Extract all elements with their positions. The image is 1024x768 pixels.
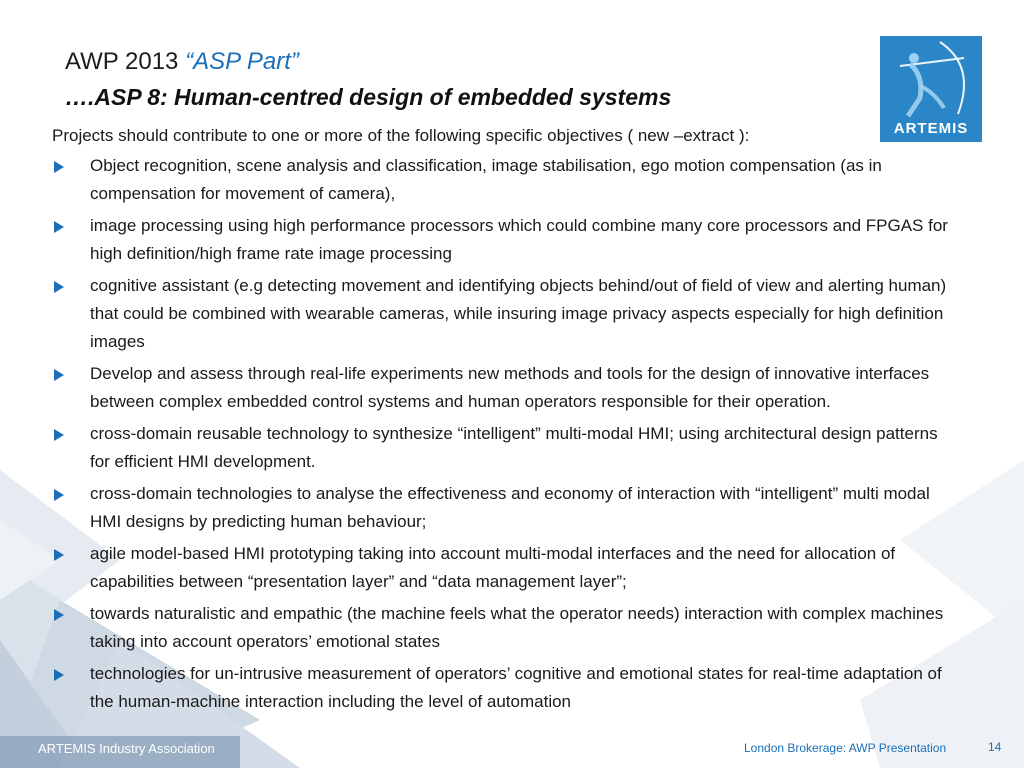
page-number: 14 <box>988 740 1002 754</box>
list-item-text: cognitive assistant (e.g detecting movement and identifying objects behind/out of field of view and alerting human) that could be combined with wearable cameras, while insuring image privacy aspects especially for high definition images <box>90 276 947 351</box>
slide-subtitle: ….ASP 8: Human-centred design of embedded systems <box>65 84 672 110</box>
list-item <box>52 360 952 416</box>
logo-text: ARTEMIS <box>893 120 969 137</box>
list-item-text: Develop and assess through real-life experiments new methods and tools for the design of innovative interfaces between complex embedded control systems and human operators responsible for their operation. <box>90 364 930 411</box>
slide-title-main: AWP 2013 <box>65 48 186 75</box>
list-item <box>52 420 952 476</box>
list-item <box>52 152 952 208</box>
list-item-text: image processing using high performance processors which could combine many core processors and FPGAS for high definition/high frame rate image processing <box>90 216 948 263</box>
triangle-bullet-icon <box>54 281 64 293</box>
triangle-bullet-icon <box>54 429 64 441</box>
list-item <box>52 480 952 536</box>
triangle-bullet-icon <box>54 609 64 621</box>
list-item <box>52 600 952 656</box>
list-item-text: cross-domain technologies to analyse the effectiveness and economy of interaction with “intelligent” multi modal HMI designs by predicting human behaviour; <box>90 484 930 531</box>
list-item-text: cross-domain reusable technology to synthesize “intelligent” multi-modal HMI; using architectural design patterns for efficient HMI development. <box>90 424 938 471</box>
list-item-text: agile model-based HMI prototyping taking into account multi-modal interfaces and the need for allocation of capabilities between “presentation layer” and “data management layer”; <box>90 544 896 591</box>
triangle-bullet-icon <box>54 549 64 561</box>
list-item <box>52 540 952 596</box>
triangle-bullet-icon <box>54 221 64 233</box>
slide-title <box>65 48 299 76</box>
triangle-bullet-icon <box>54 669 64 681</box>
triangle-bullet-icon <box>54 369 64 381</box>
list-item-text: Object recognition, scene analysis and classification, image stabilisation, ego motion compensation (as in compensation for movement of camera), <box>90 156 882 203</box>
slide-title-accent: “ASP Part” <box>185 48 299 75</box>
intro-text: Projects should contribute to one or more of the following specific objectives ( new –extract ): <box>52 126 750 145</box>
footer-organization: ARTEMIS Industry Association <box>38 741 215 756</box>
triangle-bullet-icon <box>54 489 64 501</box>
triangle-bullet-icon <box>54 161 64 173</box>
list-item-text: towards naturalistic and empathic (the machine feels what the operator needs) interaction with complex machines taking into account operators’ emotional states <box>90 604 944 651</box>
list-item <box>52 212 952 268</box>
footer-presentation-title: London Brokerage: AWP Presentation <box>744 741 947 755</box>
slide-body <box>52 124 952 720</box>
list-item <box>52 272 952 356</box>
list-item <box>52 660 952 716</box>
list-item-text: technologies for un-intrusive measurement of operators’ cognitive and emotional states for real-time adaptation of the human-machine interaction including the level of automation <box>90 664 942 711</box>
objectives-list <box>52 152 952 716</box>
